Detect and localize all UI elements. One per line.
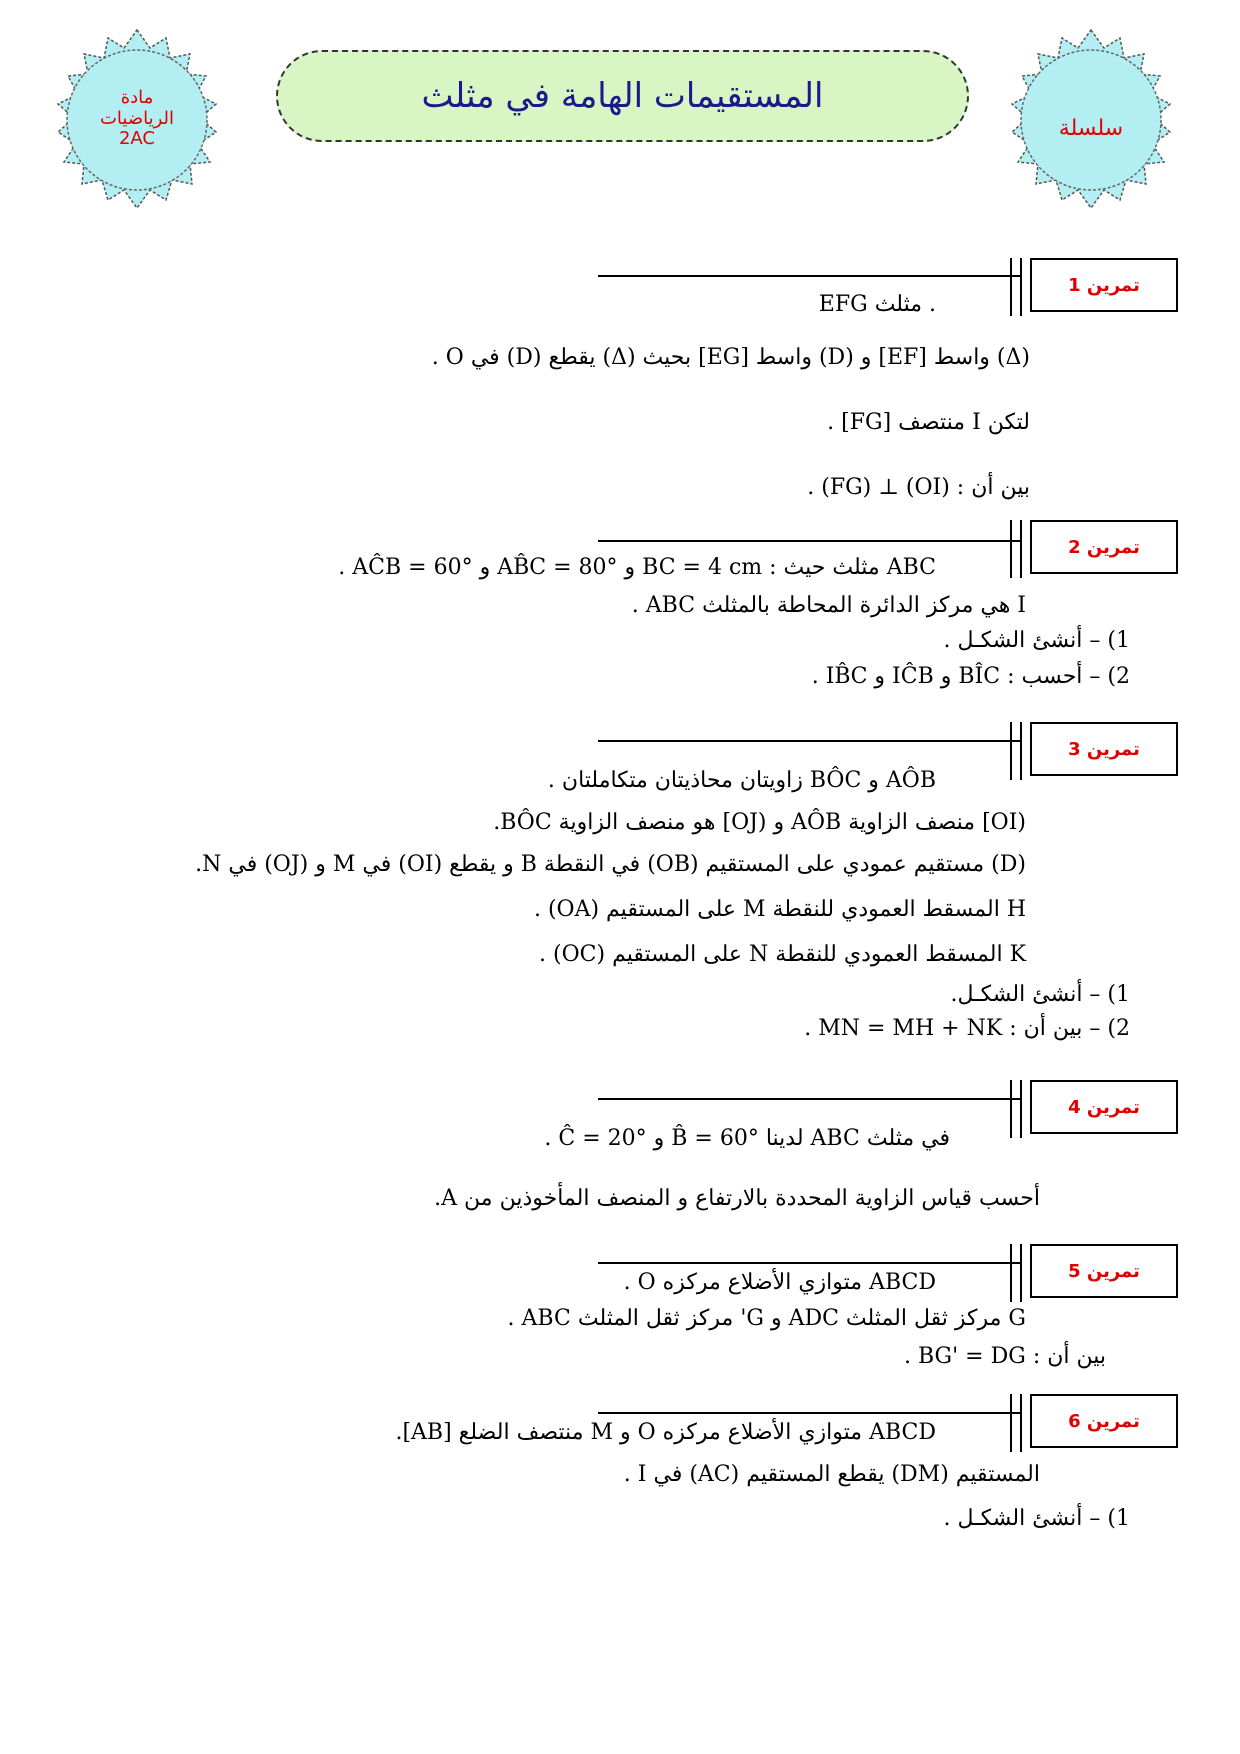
page-title: المستقيمات الهامة في مثلث <box>421 76 824 116</box>
ex2-line-2: I هي مركز الدائرة المحاطة بالمثلث ABC . <box>631 593 1026 618</box>
ex5-line-3: بين أن : BG' = DG . <box>903 1344 1106 1369</box>
exercise-6-label: تمرين 6 <box>1030 1394 1178 1448</box>
ex1-line-4: بين أن : (OI) ⊥ (FG) . <box>807 475 1030 500</box>
ex5-line-1: ABCD متوازي الأضلاع مركزه O . <box>623 1270 936 1295</box>
ex6-line-2: المستقيم (DM) يقطع المستقيم (AC) في I . <box>623 1462 1040 1487</box>
ex2-line-3: 1) – أنشئ الشكـل . <box>943 628 1130 653</box>
ex1-line-3: لتكن I منتصف [FG] . <box>827 410 1030 435</box>
ex3-line-1: AÔB و BÔC زاويتان محاذيتان متكاملتان . <box>547 768 936 793</box>
badge-line-3: 2AC <box>118 128 156 150</box>
left-badge-text <box>80 88 194 150</box>
ex3-line-2: (OI] منصف الزاوية AÔB و (OJ] هو منصف الزاوية BÔC. <box>493 810 1026 835</box>
ex3-line-7: 2) – بين أن : MN = MH + NK . <box>804 1016 1130 1041</box>
exercise-2-label: تمرين 2 <box>1030 520 1178 574</box>
ex2-line-4: 2) – أحسب : BÎC و IĈB و IB̂C . <box>811 664 1130 689</box>
ex6-line-3: 1) – أنشئ الشكـل . <box>943 1506 1130 1531</box>
ex3-line-6: 1) – أنشئ الشكـل. <box>950 982 1130 1007</box>
ex4-line-1: في مثلث ABC لدينا B̂ = 60° و Ĉ = 20° . <box>544 1126 950 1151</box>
exercise-3-label: تمرين 3 <box>1030 722 1178 776</box>
ex4-line-2: أحسب قياس الزاوية المحددة بالارتفاع و المنصف المأخوذين من A. <box>434 1186 1040 1211</box>
badge-line-1: مادة <box>120 87 154 108</box>
ex3-line-4: H المسقط العمودي للنقطة M على المستقيم (OA) . <box>533 897 1026 922</box>
ex1-line-2: (Δ) واسط [EF] و (D) واسط [EG] بحيث (Δ) يقطع (D) في O . <box>431 345 1030 370</box>
right-badge-text: سلسلة <box>1058 116 1124 141</box>
ex3-line-5: K المسقط العمودي للنقطة N على المستقيم (OC) . <box>539 942 1026 967</box>
ex2-line-1: ABC مثلث حيث : BC = 4 cm و AB̂C = 80° و AĈB = 60° . <box>338 555 936 580</box>
ex6-line-1: ABCD متوازي الأضلاع مركزه O و M منتصف الضلع [AB]. <box>395 1420 936 1445</box>
ex1-line-1: . مثلث EFG <box>818 292 936 317</box>
exercise-4-label: تمرين 4 <box>1030 1080 1178 1134</box>
ex5-line-2: G مركز ثقل المثلث ADC و G' مركز ثقل المثلث ABC . <box>507 1306 1026 1331</box>
title-box <box>276 50 969 142</box>
badge-line-2: الرياضيات <box>99 107 175 129</box>
exercise-1-label: تمرين 1 <box>1030 258 1178 312</box>
exercise-5-label: تمرين 5 <box>1030 1244 1178 1298</box>
ex3-line-3: (D) مستقيم عمودي على المستقيم (OB) في النقطة B و يقطع (OI) في M و (OJ) في N. <box>195 852 1026 877</box>
